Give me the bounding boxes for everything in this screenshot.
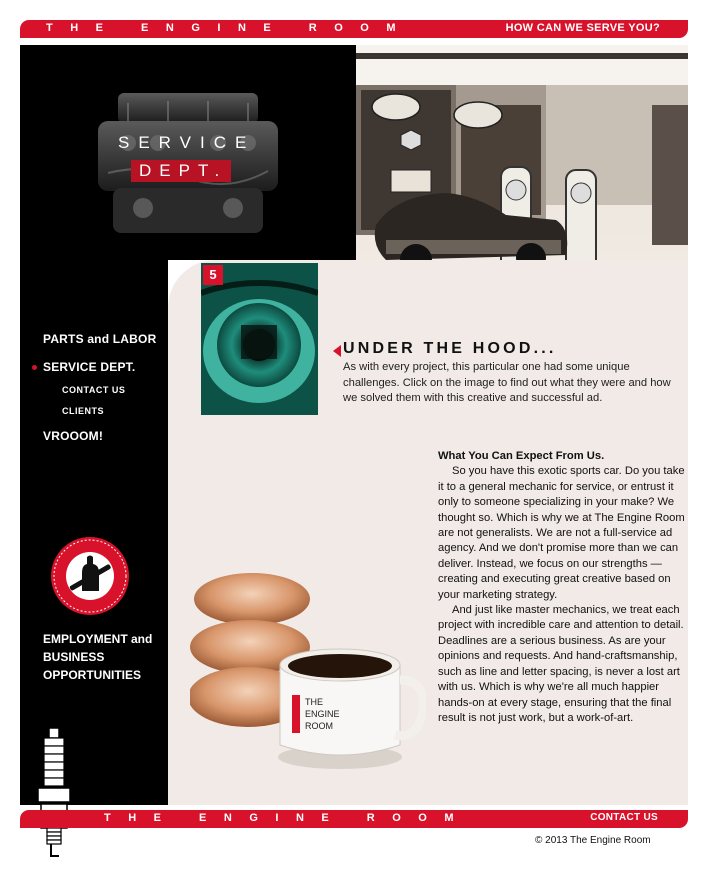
active-bullet-icon	[32, 365, 37, 370]
feature-title: UNDER THE HOOD...	[343, 340, 557, 357]
footer-contact-link[interactable]: CONTACT US	[590, 812, 658, 823]
expect-paragraph-2: And just like master mechanics, we treat each project with incredible care and attention to detail. Deadlines are a serious business. As are your opinions and requests. And hand-craftsmanship, such as line and letter spacing, is never a lost art with us. Which is why we're all much happier hands-on at every stage, ensuring that the final result is not just work, but a work-of-art.	[438, 604, 684, 724]
nav-parts-and-labor[interactable]: PARTS and LABOR	[43, 332, 157, 346]
svg-text:ENGINE: ENGINE	[305, 709, 340, 719]
nav-contact-us[interactable]: CONTACT US	[62, 385, 126, 395]
nav-vrooom[interactable]: VROOOM!	[43, 429, 104, 443]
arrow-left-icon	[333, 345, 341, 357]
copyright: © 2013 The Engine Room	[535, 835, 651, 846]
serve-link[interactable]: HOW CAN WE SERVE YOU?	[505, 22, 660, 34]
expect-section	[438, 449, 688, 726]
employment-link[interactable]: EMPLOYMENT and BUSINESS OPPORTUNITIES	[43, 632, 153, 682]
top-bar	[20, 20, 688, 38]
nav-service-dept[interactable]: SERVICE DEPT.	[43, 360, 136, 374]
nav-clients[interactable]: CLIENTS	[62, 406, 105, 416]
expect-paragraph-1: So you have this exotic sports car. Do you take it to a general mechanic for service, or entrust it only to someone specializing in your make? We thought so. Which is why we at The Engine Room are not generalists. We are not a full-service ad agency. And we don't promise more than we can deliver. Instead, we focus on our strengths — creating and executing great creative based on your marketing strategy.	[438, 465, 685, 601]
few-good-mechanics-badge[interactable]	[49, 535, 131, 617]
brand-name: THE ENGINE ROOM	[46, 22, 414, 34]
expect-heading: What You Can Expect From Us.	[438, 450, 605, 462]
hero-title-line2: DEPT.	[131, 160, 231, 182]
donuts-and-coffee-photo	[190, 565, 426, 775]
hero-title-line1: SERVICE	[118, 133, 256, 152]
spark-plug-icon	[35, 728, 73, 858]
footer-brand-name: THE ENGINE ROOM	[104, 812, 472, 824]
feature-text: As with every project, this particular one had some unique challenges. Click on the image to find out what they were and how we solved them with this creative and successful ad.	[343, 361, 671, 404]
bottom-bar	[20, 810, 688, 828]
svg-text:THE: THE	[305, 697, 323, 707]
eye-ad-image[interactable]	[201, 263, 318, 415]
ad-number-badge: 5	[203, 265, 223, 285]
svg-text:ROOM: ROOM	[305, 721, 333, 731]
